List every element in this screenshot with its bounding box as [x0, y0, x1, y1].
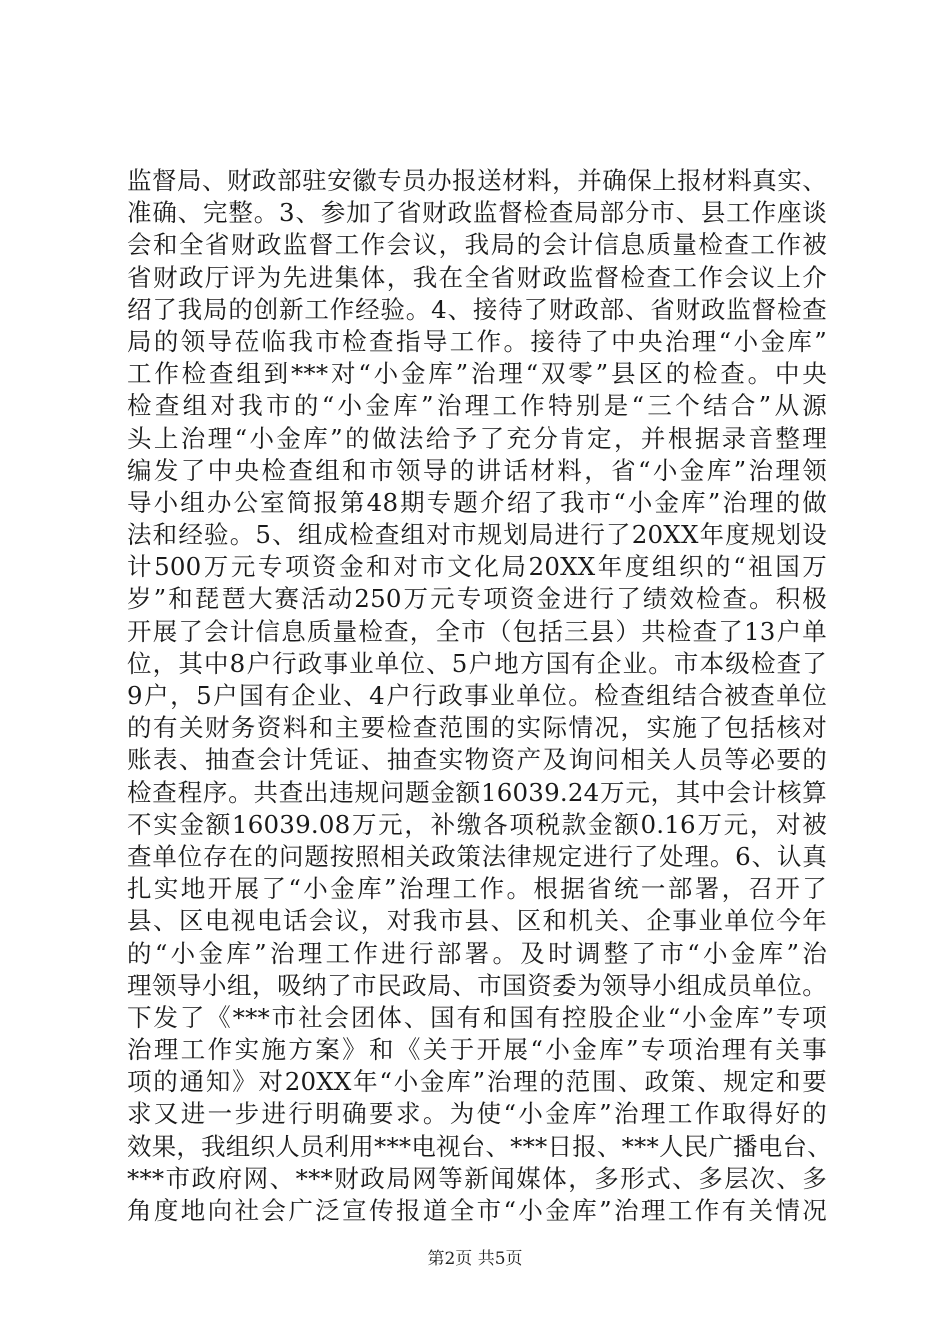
text-line: 查单位存在的问题按照相关政策法律规定进行了处理。6、认真	[127, 841, 827, 871]
text-line: 账表、抽查会计凭证、抽查实物资产及询问相关人员等必要的	[127, 745, 827, 775]
text-line: 法和经验。5、组成检查组对市规划局进行了20XX年度规划设	[127, 520, 827, 550]
text-line: 准确、完整。3、参加了省财政监督检查局部分市、县工作座谈	[127, 198, 827, 228]
text-line: 治理工作实施方案》和《关于开展“小金库”专项治理有关事	[127, 1035, 827, 1065]
text-line: 局的领导莅临我市检查指导工作。接待了中央治理“小金库”	[127, 326, 827, 356]
page-number-footer: 第2页 共5页	[427, 1249, 523, 1269]
text-line: 编发了中央检查组和市领导的讲话材料，省“小金库”治理领	[127, 455, 827, 485]
text-line: 检查组对我市的“小金库”治理工作特别是“三个结合”从源	[127, 391, 827, 421]
text-line: 位，其中8户行政事业单位、5户地方国有企业。市本级检查了	[127, 648, 827, 678]
text-line: 角度地向社会广泛宣传报道全市“小金库”治理工作有关情况	[127, 1196, 827, 1225]
text-line: 理领导小组，吸纳了市民政局、市国资委为领导小组成员单位。	[127, 970, 827, 1000]
text-line: 效果，我组织人员利用***电视台、***日报、***人民广播电台、	[127, 1131, 832, 1161]
text-line: 下发了《***市社会团体、国有和国有控股企业“小金库”专项	[127, 1002, 827, 1032]
text-line: 不实金额16039.08万元，补缴各项税款金额0.16万元，对被	[127, 809, 827, 839]
text-line: 工作检查组到***对“小金库”治理“双零”县区的检查。中央	[127, 359, 827, 389]
text-line: 县、区电视电话会议，对我市县、区和机关、企事业单位今年	[127, 906, 827, 936]
text-line: 省财政厅评为先进集体，我在全省财政监督检查工作会议上介	[127, 262, 827, 292]
text-line: 监督局、财政部驻安徽专员办报送材料，并确保上报材料真实、	[127, 166, 827, 195]
text-line: 扎实地开展了“小金库”治理工作。根据省统一部署，召开了	[127, 874, 827, 904]
text-line: ***市政府网、***财政局网等新闻媒体，多形式、多层次、多	[127, 1163, 827, 1193]
text-line: 9户，5户国有企业、4户行政事业单位。检查组结合被查单位	[127, 681, 827, 710]
text-line: 求又进一步进行明确要求。为使“小金库”治理工作取得好的	[127, 1099, 827, 1129]
text-line: 导小组办公室简报第48期专题介绍了我市“小金库”治理的做	[127, 487, 827, 517]
text-line: 的有关财务资料和主要检查范围的实际情况，实施了包括核对	[127, 713, 827, 743]
text-line: 绍了我局的创新工作经验。4、接待了财政部、省财政监督检查	[127, 294, 827, 324]
text-line: 会和全省财政监督工作会议，我局的会计信息质量检查工作被	[127, 230, 827, 260]
text-line: 岁”和琵琶大赛活动250万元专项资金进行了绩效检查。积极	[127, 584, 827, 614]
text-line: 的“小金库”治理工作进行部署。及时调整了市“小金库”治	[127, 938, 827, 968]
text-line: 检查程序。共查出违规问题金额16039.24万元，其中会计核算	[127, 777, 827, 807]
text-line: 头上治理“小金库”的做法给予了充分肯定，并根据录音整理	[127, 423, 827, 453]
text-line: 计500万元专项资金和对市文化局20XX年度组织的“祖国万	[127, 552, 827, 582]
body-text	[127, 165, 832, 1227]
text-line: 开展了会计信息质量检查，全市（包括三县）共检查了13户单	[127, 616, 827, 646]
text-line: 项的通知》对20XX年“小金库”治理的范围、政策、规定和要	[127, 1067, 827, 1097]
